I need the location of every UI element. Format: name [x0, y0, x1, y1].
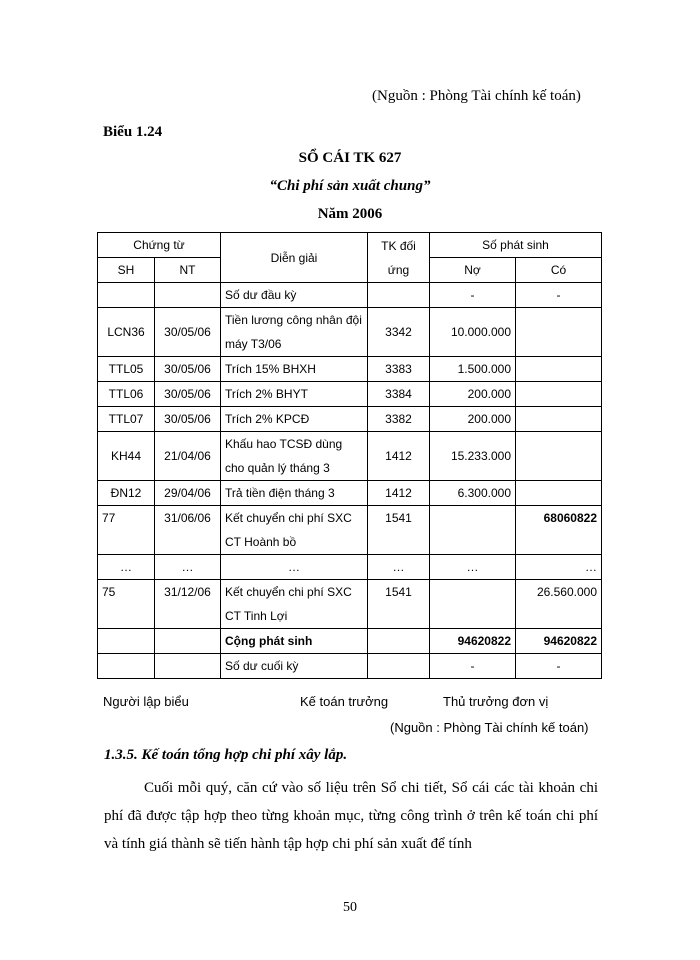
cell-co: 68060822	[516, 506, 602, 555]
cell-sh: 75	[98, 580, 155, 629]
ledger-title: SỔ CÁI TK 627	[298, 150, 402, 166]
header-tk-doi-ung: TK đối ứng	[368, 233, 430, 283]
cell-co: 26.560.000	[516, 580, 602, 629]
cell-no: 200.000	[430, 407, 516, 432]
cell-tk: 1412	[368, 432, 430, 481]
cell-dien-giai: …	[221, 555, 368, 580]
cell-co	[516, 382, 602, 407]
cell-sh: TTL07	[98, 407, 155, 432]
signature-chief-accountant: Kế toán trưởng	[300, 694, 389, 709]
ledger-subtitle: “Chi phí sản xuất chung”	[269, 178, 431, 194]
table-row	[98, 308, 602, 357]
cell-no	[430, 580, 516, 629]
signature-head: Thủ trưởng đơn vị	[443, 694, 549, 709]
cell-dien-giai: Kết chuyển chi phí SXC CT Tinh Lợi	[221, 580, 368, 629]
cell-no	[430, 506, 516, 555]
opening-no: -	[430, 283, 516, 308]
cell-dien-giai: Trả tiền điện tháng 3	[221, 481, 368, 506]
cell-tk: 3383	[368, 357, 430, 382]
header-so-phat-sinh: Số phát sinh	[430, 233, 602, 258]
cell-nt: 21/04/06	[155, 432, 221, 481]
signature-preparer: Người lập biểu	[103, 694, 189, 709]
cell-sh: TTL06	[98, 382, 155, 407]
closing-no: -	[430, 654, 516, 679]
table-header-row	[98, 233, 602, 258]
cell-nt: 31/06/06	[155, 506, 221, 555]
table-row	[98, 382, 602, 407]
cell-sh: 77	[98, 506, 155, 555]
cell-sh: TTL05	[98, 357, 155, 382]
cell-co	[516, 407, 602, 432]
closing-co: -	[516, 654, 602, 679]
cell-sh: LCN36	[98, 308, 155, 357]
cell-nt: 29/04/06	[155, 481, 221, 506]
cell-sh: KH44	[98, 432, 155, 481]
cell-nt: 30/05/06	[155, 357, 221, 382]
cell-dien-giai: Khấu hao TCSĐ dùng cho quản lý tháng 3	[221, 432, 368, 481]
cell-tk: 3342	[368, 308, 430, 357]
opening-label: Số dư đầu kỳ	[221, 283, 368, 308]
table-row-ellipsis	[98, 555, 602, 580]
source-note-top: (Nguồn : Phòng Tài chính kế toán)	[372, 88, 581, 104]
header-sh: SH	[98, 258, 155, 283]
cell-no: 6.300.000	[430, 481, 516, 506]
cell-nt: …	[155, 555, 221, 580]
ledger-table	[97, 232, 602, 679]
cell-nt: 31/12/06	[155, 580, 221, 629]
page-number: 50	[343, 900, 357, 915]
cell-no: 1.500.000	[430, 357, 516, 382]
table-row	[98, 580, 602, 629]
body-paragraph: Cuối mỗi quý, căn cứ vào số liệu trên Sổ chi tiết, Sổ cái các tài khoản chi phí đã được tập hợp theo từng khoản mục, từng công trình ở trên kế toán chi phí và tính giá thành sẽ tiến hành tập hợp chi phí sản xuất để tính	[104, 780, 598, 852]
cell-dien-giai: Trích 15% BHXH	[221, 357, 368, 382]
exhibit-label: Biểu 1.24	[103, 124, 163, 140]
header-dien-giai: Diễn giải	[221, 233, 368, 283]
section-heading: 1.3.5. Kế toán tổng hợp chi phí xây lắp.	[104, 747, 348, 763]
cell-co	[516, 308, 602, 357]
cell-tk: 1541	[368, 580, 430, 629]
total-row	[98, 629, 602, 654]
header-co: Có	[516, 258, 602, 283]
cell-dien-giai: Trích 2% KPCĐ	[221, 407, 368, 432]
cell-no: 10.000.000	[430, 308, 516, 357]
table-row	[98, 506, 602, 555]
cell-nt: 30/05/06	[155, 382, 221, 407]
table-row	[98, 357, 602, 382]
cell-no: 200.000	[430, 382, 516, 407]
opening-balance-row	[98, 283, 602, 308]
cell-dien-giai: Tiền lương công nhân đội máy T3/06	[221, 308, 368, 357]
cell-tk: 1541	[368, 506, 430, 555]
source-note-bottom: (Nguồn : Phòng Tài chính kế toán)	[390, 720, 589, 735]
closing-balance-row	[98, 654, 602, 679]
cell-dien-giai: Trích 2% BHYT	[221, 382, 368, 407]
header-nt: NT	[155, 258, 221, 283]
cell-nt: 30/05/06	[155, 308, 221, 357]
cell-no: 15.233.000	[430, 432, 516, 481]
cell-tk: 3382	[368, 407, 430, 432]
cell-co: …	[516, 555, 602, 580]
cell-dien-giai: Kết chuyển chi phí SXC CT Hoành bồ	[221, 506, 368, 555]
cell-nt: 30/05/06	[155, 407, 221, 432]
table-row	[98, 407, 602, 432]
table-row	[98, 481, 602, 506]
closing-label: Số dư cuối kỳ	[221, 654, 368, 679]
cell-tk: 1412	[368, 481, 430, 506]
total-co: 94620822	[516, 629, 602, 654]
header-chung-tu: Chứng từ	[98, 233, 221, 258]
total-no: 94620822	[430, 629, 516, 654]
cell-tk: 3384	[368, 382, 430, 407]
cell-sh: …	[98, 555, 155, 580]
cell-no: …	[430, 555, 516, 580]
table-row	[98, 432, 602, 481]
total-label: Cộng phát sinh	[221, 629, 368, 654]
cell-co	[516, 357, 602, 382]
header-no: Nợ	[430, 258, 516, 283]
cell-co	[516, 432, 602, 481]
cell-sh: ĐN12	[98, 481, 155, 506]
ledger-year: Năm 2006	[317, 206, 383, 222]
opening-co: -	[516, 283, 602, 308]
cell-co	[516, 481, 602, 506]
cell-tk: …	[368, 555, 430, 580]
